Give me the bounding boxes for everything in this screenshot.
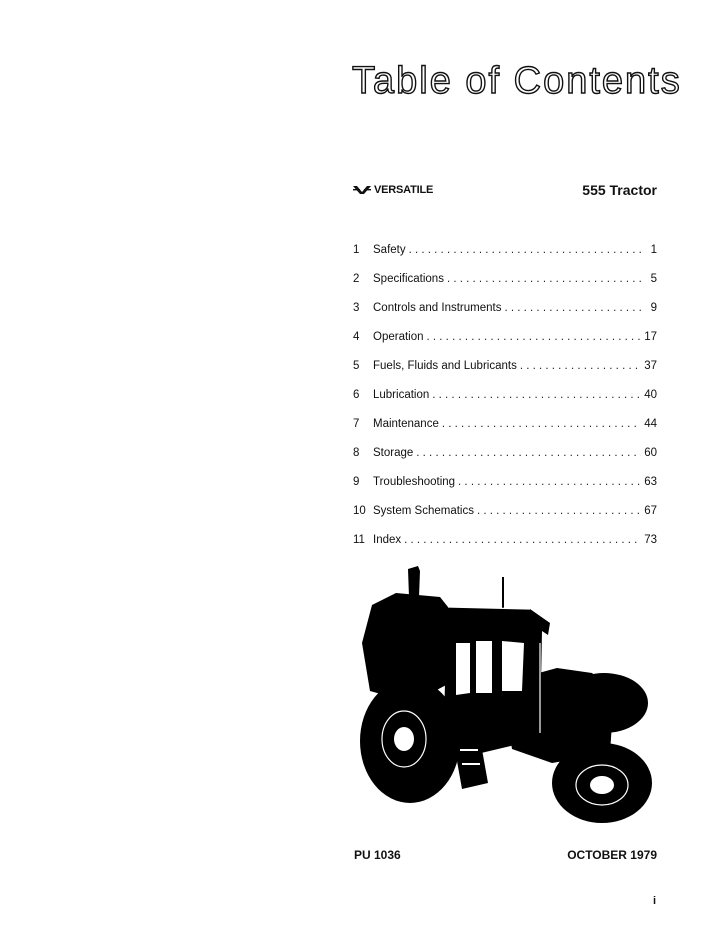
toc-label: Safety (373, 244, 406, 256)
dot-leader (458, 476, 641, 488)
toc-entry[interactable] (353, 331, 657, 360)
versatile-logo-icon (353, 185, 371, 195)
toc-entry[interactable] (353, 389, 657, 418)
publication-code: PU 1036 (354, 848, 401, 862)
toc-number: 7 (353, 418, 360, 430)
dot-leader (504, 302, 642, 314)
toc-number: 3 (353, 302, 360, 314)
toc-page: 60 (644, 447, 657, 459)
toc-label: Troubleshooting (373, 476, 456, 488)
dot-leader (416, 447, 641, 459)
toc-page: 67 (644, 505, 657, 517)
dot-leader (427, 331, 642, 343)
toc-entry[interactable] (353, 244, 657, 273)
toc-entry[interactable] (353, 418, 657, 447)
model-name: 555 Tractor (582, 182, 657, 198)
toc-label: Specifications (373, 273, 444, 285)
brand-name: VERSATILE (374, 184, 434, 196)
dot-leader (409, 244, 642, 256)
dot-leader (442, 418, 641, 430)
toc-page: 73 (644, 534, 657, 546)
toc-label: Index (373, 534, 402, 546)
toc-page: 17 (644, 331, 657, 343)
tractor-silhouette-icon (352, 563, 656, 830)
toc-number: 2 (353, 273, 360, 285)
dot-leader (404, 534, 641, 546)
toc-number: 4 (353, 331, 360, 343)
dot-leader (520, 360, 641, 372)
toc-number: 9 (353, 476, 360, 488)
toc-entry[interactable] (353, 273, 657, 302)
toc-label: Operation (373, 331, 424, 343)
toc-entry[interactable] (353, 505, 657, 534)
toc-list (353, 244, 657, 563)
toc-number: 1 (353, 244, 360, 256)
toc-page: 44 (644, 418, 657, 430)
dot-leader (432, 389, 641, 401)
toc-entry[interactable] (353, 360, 657, 389)
toc-entry[interactable] (353, 476, 657, 505)
toc-page: 5 (650, 273, 657, 285)
toc-page: 63 (644, 476, 657, 488)
toc-number: 8 (353, 447, 360, 459)
toc-label: System Schematics (373, 505, 474, 517)
toc-page: 9 (650, 302, 657, 314)
dot-leader (447, 273, 642, 285)
toc-number: 10 (353, 505, 366, 517)
toc-label: Maintenance (373, 418, 439, 430)
toc-page: 1 (650, 244, 657, 256)
toc-label: Storage (373, 447, 414, 459)
toc-number: 11 (353, 534, 365, 546)
toc-page: 37 (644, 360, 657, 372)
toc-entry[interactable] (353, 447, 657, 476)
toc-label: Lubrication (373, 389, 430, 401)
brand-logo (353, 184, 433, 196)
toc-label: Fuels, Fluids and Lubricants (373, 360, 517, 372)
toc-page: 40 (644, 389, 657, 401)
toc-number: 5 (353, 360, 360, 372)
page-number: i (653, 895, 657, 907)
toc-label: Controls and Instruments (373, 302, 502, 314)
brand-row (353, 182, 657, 202)
toc-entry[interactable] (353, 534, 657, 563)
toc-number: 6 (353, 389, 360, 401)
page-title: Table of Contents (352, 60, 682, 102)
publication-date: OCTOBER 1979 (567, 848, 657, 862)
dot-leader (477, 505, 641, 517)
toc-entry[interactable] (353, 302, 657, 331)
